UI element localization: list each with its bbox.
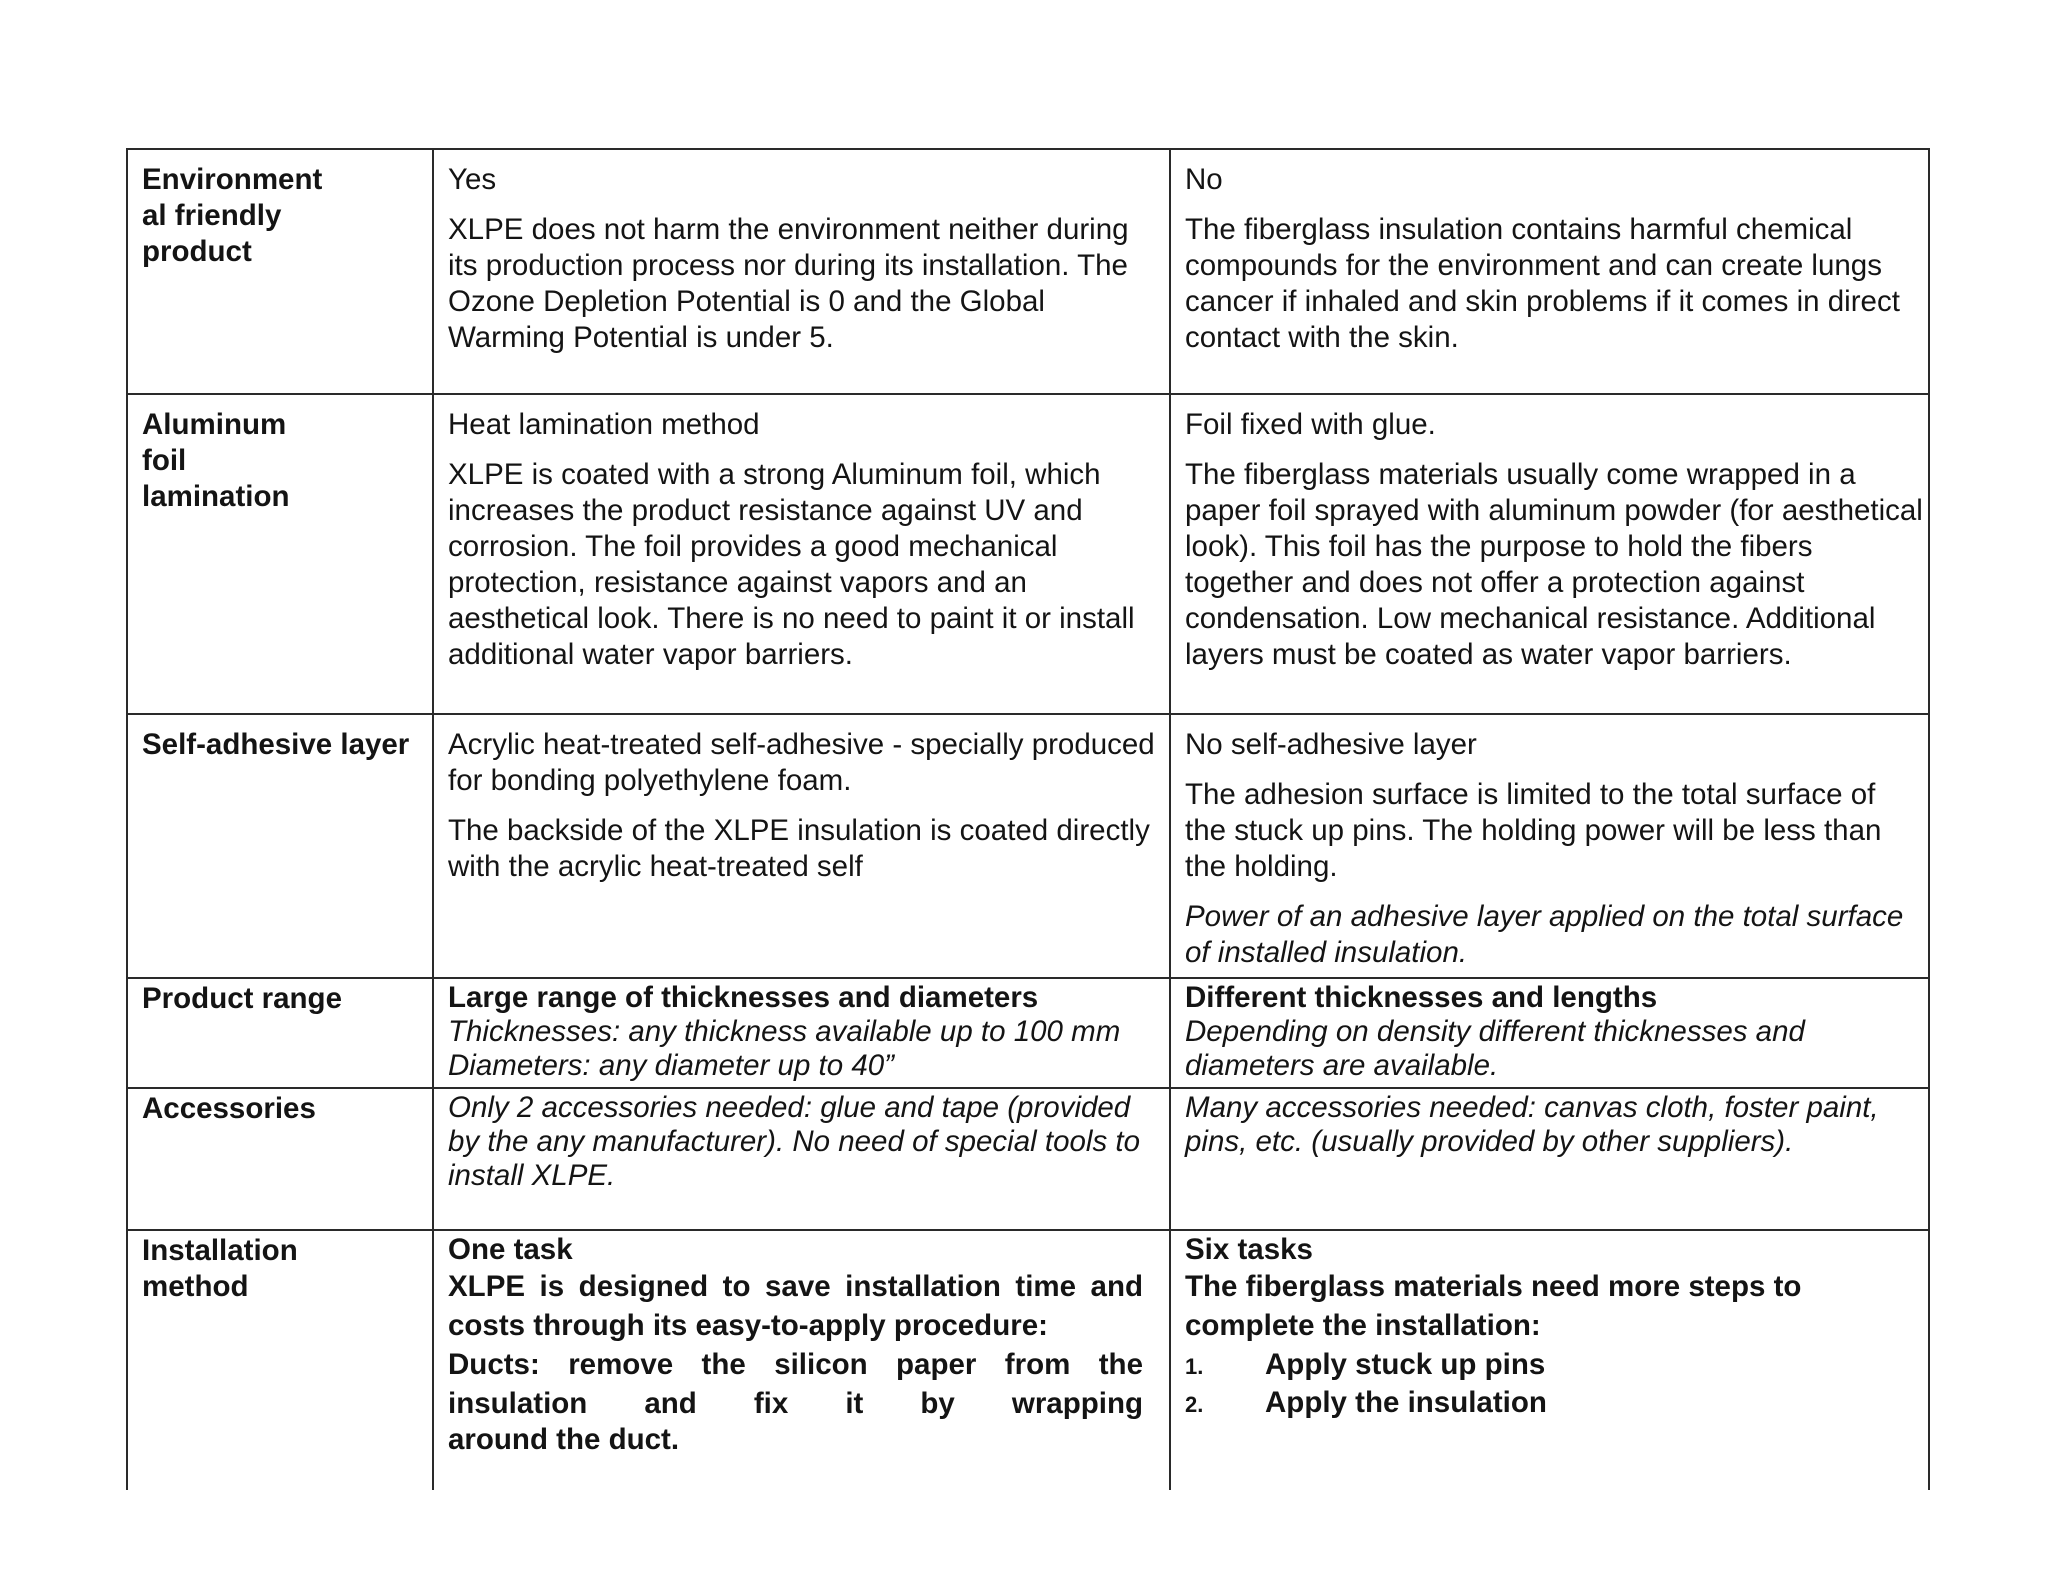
xlpe-verdict: Yes xyxy=(448,163,497,196)
xlpe-cell xyxy=(433,978,1170,1088)
table-row-installation xyxy=(127,1230,1929,1490)
fiberglass-verdict: Foil fixed with glue. xyxy=(1185,408,1436,441)
fiberglass-verdict: No xyxy=(1185,163,1223,196)
row-label-text: Self-adhesive layer xyxy=(142,728,410,761)
row-label-text: Accessories xyxy=(142,1092,316,1125)
xlpe-cell xyxy=(433,1088,1170,1230)
xlpe-diameters: Diameters: any diameter up to 40” xyxy=(448,1049,894,1082)
fiberglass-description: The fiberglass materials usually come wrapped in a paper foil sprayed with aluminum powder (for aesthetical look). This foil has the purpose to hold the fibers together and does not offer a protection against condensation. Low mechanical resistance. Additional layers must be coated as water vapor barriers. xyxy=(1185,458,1923,671)
fiberglass-verdict: No self-adhesive layer xyxy=(1185,728,1477,761)
row-label xyxy=(127,1230,433,1490)
xlpe-cell xyxy=(433,149,1170,394)
fiberglass-verdict: Six tasks xyxy=(1185,1233,1313,1266)
fiberglass-description: Many accessories needed: canvas cloth, foster paint, pins, etc. (usually provided by other suppliers). xyxy=(1185,1091,1879,1158)
row-label-text: Environment al friendly product xyxy=(142,163,323,268)
fiberglass-verdict: Different thicknesses and lengths xyxy=(1185,981,1658,1014)
list-item xyxy=(1185,1385,1924,1423)
table-row-self-adhesive xyxy=(127,714,1929,978)
xlpe-ducts-text-end: around the duct. xyxy=(448,1423,680,1456)
xlpe-description: XLPE is coated with a strong Aluminum foil, which increases the product resistance against UV and corrosion. The foil provides a good mechanical protection, resistance against vapors and an aesthetical look. There is no need to paint it or install additional water vapor barriers. xyxy=(448,458,1135,671)
table-row-product-range xyxy=(127,978,1929,1088)
xlpe-verdict: Heat lamination method xyxy=(448,408,760,441)
fiberglass-installation-intro: The fiberglass materials need more steps to complete the installation: xyxy=(1185,1270,1802,1342)
list-number: 1. xyxy=(1185,1354,1204,1379)
xlpe-description: Only 2 accessories needed: glue and tape (provided by the any manufacturer). No need of special tools to install XLPE. xyxy=(448,1091,1140,1192)
table-row-environment xyxy=(127,149,1929,394)
fiberglass-description: The adhesion surface is limited to the total surface of the stuck up pins. The holding power will be less than the holding. xyxy=(1185,778,1882,883)
xlpe-installation-intro: XLPE is designed to save installation time and costs through its easy-to-apply procedure: xyxy=(448,1270,1143,1342)
row-label xyxy=(127,1088,433,1230)
comparison-table xyxy=(126,148,1930,1490)
fiberglass-note: Power of an adhesive layer applied on the total surface of installed insulation. xyxy=(1185,900,1904,969)
fiberglass-description: Depending on density different thicknesses and diameters are available. xyxy=(1185,1015,1805,1082)
xlpe-cell xyxy=(433,394,1170,714)
xlpe-cell xyxy=(433,714,1170,978)
fiberglass-cell xyxy=(1170,1230,1929,1490)
xlpe-description: The backside of the XLPE insulation is coated directly with the acrylic heat-treated self xyxy=(448,814,1150,883)
xlpe-ducts-text: Ducts: remove the silicon paper from the insulation and fix it by wrapping xyxy=(448,1348,1143,1420)
xlpe-verdict: Large range of thicknesses and diameters xyxy=(448,981,1039,1014)
list-text: Apply stuck up pins xyxy=(1265,1348,1546,1381)
fiberglass-cell xyxy=(1170,1088,1929,1230)
xlpe-verdict: One task xyxy=(448,1233,573,1266)
row-label-text: Installation method xyxy=(142,1234,298,1303)
fiberglass-cell xyxy=(1170,149,1929,394)
row-label xyxy=(127,394,433,714)
row-label-text: Product range xyxy=(142,982,342,1015)
list-item xyxy=(1185,1347,1924,1385)
fiberglass-description: The fiberglass insulation contains harmful chemical compounds for the environment and can create lungs cancer if inhaled and skin problems if it comes in direct contact with the skin. xyxy=(1185,213,1900,354)
row-label xyxy=(127,149,433,394)
list-number: 2. xyxy=(1185,1392,1204,1417)
fiberglass-cell xyxy=(1170,394,1929,714)
table-row-aluminum-foil xyxy=(127,394,1929,714)
fiberglass-cell xyxy=(1170,714,1929,978)
row-label xyxy=(127,714,433,978)
xlpe-thicknesses: Thicknesses: any thickness available up to 100 mm xyxy=(448,1015,1121,1048)
row-label-text: Aluminum foil lamination xyxy=(142,408,290,513)
table-row-accessories xyxy=(127,1088,1929,1230)
xlpe-verdict: Acrylic heat-treated self-adhesive - specially produced for bonding polyethylene foam. xyxy=(448,728,1155,797)
row-label xyxy=(127,978,433,1088)
list-text: Apply the insulation xyxy=(1265,1386,1547,1419)
fiberglass-cell xyxy=(1170,978,1929,1088)
xlpe-description: XLPE does not harm the environment neither during its production process nor during its installation. The Ozone Depletion Potential is 0 and the Global Warming Potential is under 5. xyxy=(448,213,1129,354)
xlpe-cell xyxy=(433,1230,1170,1490)
